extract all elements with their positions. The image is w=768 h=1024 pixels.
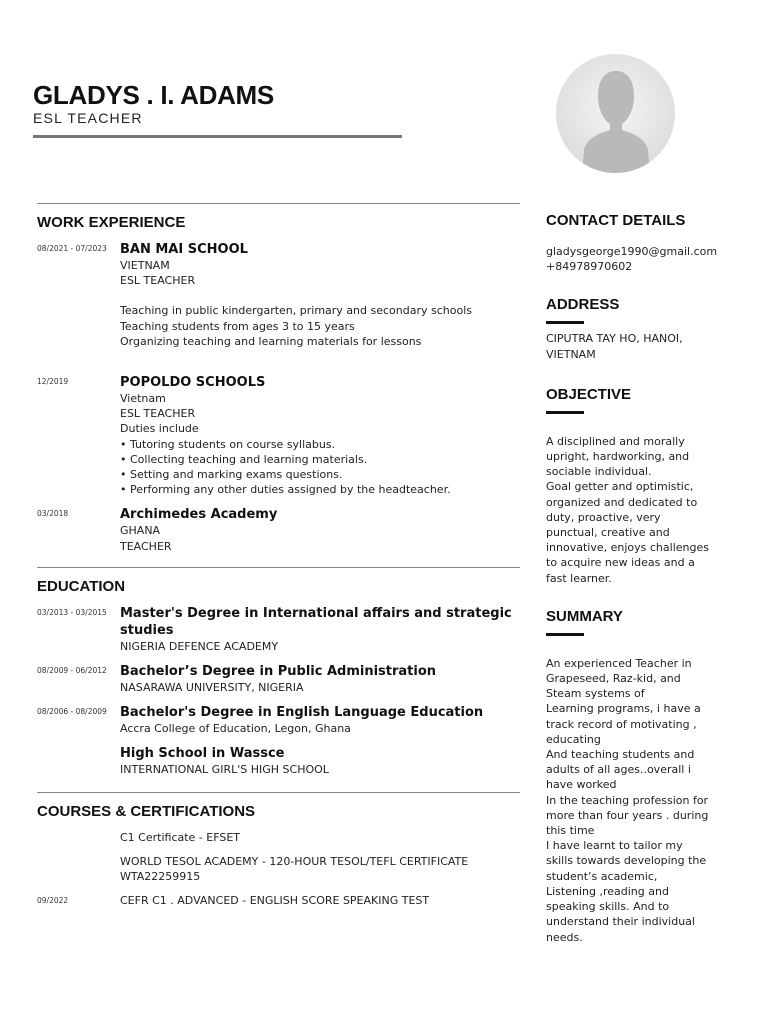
work-entry — [37, 374, 520, 497]
contact-email[interactable]: gladysgeorge1990@gmail.com — [546, 245, 718, 258]
education-date: 03/2013 - 03/2015 — [37, 607, 107, 617]
contact-heading: CONTACT DETAILS — [546, 212, 686, 229]
address-line: CIPUTRA TAY HO, HANOI, — [546, 332, 683, 346]
address-heading: ADDRESS — [546, 296, 620, 314]
education-entry — [37, 745, 520, 777]
work-date: 12/2019 — [37, 377, 69, 387]
education-date: 08/2006 - 08/2009 — [37, 707, 107, 717]
person-silhouette-icon — [556, 54, 675, 173]
work-role: ESL TEACHER — [120, 274, 196, 288]
course-date — [37, 854, 120, 884]
work-employer: POPOLDO SCHOOLS — [120, 375, 266, 391]
summary-text: An experienced Teacher in Grapeseed, Raz-kid, and Steam systems of Learning programs, i have a track record of motivating , educating And teaching students and adults of all ages..overall i have worked In the teaching profession for more than four years . during this time I have learnt to tailor my skills towards developing the student’s academic, Listening ,reading and speaking skills. And to understand their individual needs. — [546, 656, 709, 944]
course-date: 09/2022 — [37, 896, 69, 906]
education-school: Accra College of Education, Legon, Ghana — [120, 722, 351, 736]
work-detail: Teaching in public kindergarten, primary and secondary schools — [120, 304, 473, 318]
title-underline — [33, 135, 402, 138]
work-employer: Archimedes Academy — [120, 507, 278, 523]
course-entry — [37, 830, 520, 845]
work-detail: Organizing teaching and learning materials for lessons — [120, 334, 422, 348]
work-detail: Teaching students from ages 3 to 15 years — [120, 319, 355, 333]
address-line: VIETNAM — [546, 347, 596, 361]
education-date — [37, 745, 120, 777]
education-heading: EDUCATION — [37, 577, 126, 595]
work-employer: BAN MAI SCHOOL — [120, 242, 248, 257]
divider — [37, 203, 520, 204]
objective-heading: OBJECTIVE — [546, 385, 632, 403]
main-column — [37, 203, 520, 908]
divider — [37, 792, 520, 793]
education-school: NIGERIA DEFENCE ACADEMY — [120, 639, 279, 653]
avatar — [556, 54, 675, 173]
work-role: ESL TEACHER — [120, 407, 196, 421]
work-detail: • Setting and marking exams questions. — [120, 468, 343, 482]
courses-heading: COURSES & CERTIFICATIONS — [37, 802, 256, 820]
contact-phone[interactable]: +84978970602 — [546, 260, 633, 274]
work-role: TEACHER — [120, 539, 172, 553]
course-id: WTA22259915 — [120, 870, 201, 884]
objective-text: A disciplined and morally upright, hardworking, and sociable individual. Goal getter and optimistic, organized and dedicated to duty, proactive, very punctual, creative and innovative, enjoys challenges to acquire new ideas and a fast learner. — [546, 434, 709, 585]
job-title: ESL TEACHER — [33, 110, 143, 126]
work-detail: • Tutoring students on course syllabus. — [120, 437, 336, 451]
work-entry — [37, 506, 520, 553]
education-degree: Bachelor’s Degree in Public Administration — [120, 664, 437, 680]
education-school: INTERNATIONAL GIRL'S HIGH SCHOOL — [120, 763, 329, 777]
work-experience-heading: WORK EXPERIENCE — [37, 214, 186, 231]
education-school: NASARAWA UNIVERSITY, NIGERIA — [120, 681, 304, 695]
education-degree: Bachelor's Degree in English Language Education — [120, 705, 484, 721]
course-date — [37, 830, 120, 845]
work-detail: • Collecting teaching and learning materials. — [120, 452, 368, 466]
education-entry — [37, 605, 520, 654]
education-date: 08/2009 - 06/2012 — [37, 666, 107, 676]
summary-heading: SUMMARY — [546, 607, 623, 625]
work-location: GHANA — [120, 524, 161, 538]
work-entry — [37, 241, 520, 349]
education-entry — [37, 704, 520, 736]
work-detail: • Performing any other duties assigned by the headteacher. — [120, 483, 451, 497]
work-date: 03/2018 — [37, 509, 69, 519]
education-degree: Master's Degree in International affairs and strategic studies — [120, 605, 512, 638]
course-entry — [37, 854, 520, 884]
sidebar-column — [546, 212, 724, 945]
course-name: CEFR C1 . ADVANCED - ENGLISH SCORE SPEAKING TEST — [120, 894, 430, 908]
course-name: C1 Certificate - EFSET — [120, 830, 241, 844]
work-date: 08/2021 - 07/2023 — [37, 244, 107, 253]
divider — [37, 567, 520, 568]
education-entry — [37, 663, 520, 695]
work-location: VIETNAM — [120, 259, 170, 272]
course-entry — [37, 893, 520, 908]
candidate-name: GLADYS . I. ADAMS — [33, 80, 274, 110]
course-name: WORLD TESOL ACADEMY - 120-HOUR TESOL/TEFL CERTIFICATE — [120, 854, 469, 868]
work-detail: Duties include — [120, 422, 199, 436]
education-degree: High School in Wassce — [120, 746, 285, 762]
work-location: Vietnam — [120, 392, 166, 406]
